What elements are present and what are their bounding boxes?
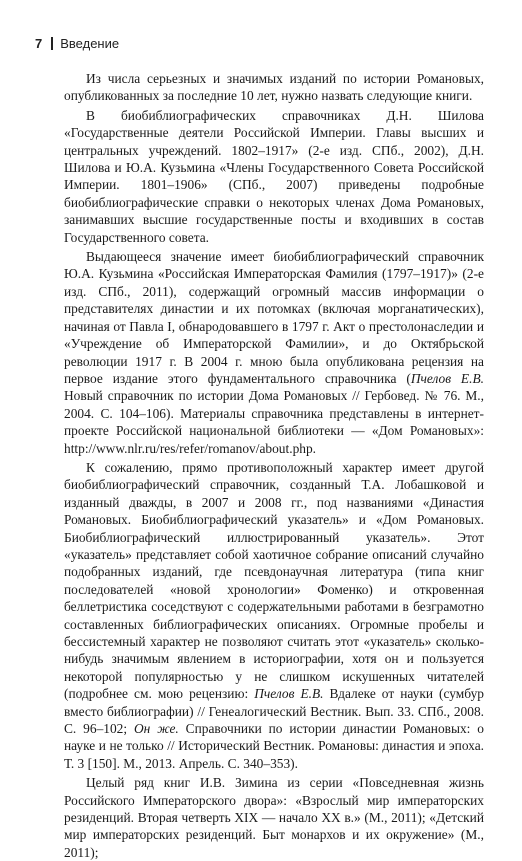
paragraph-3-text-b: Новый справочник по истории Дома Романовых // Гербовед. № 76. М., 2004. С. 104–106). Материалы справочника представлены в интернет-проекте Российской национальной библиотеки — «Дом Романовых»: http://www.nlr.ru/res/refer/romanov/about.php.	[64, 388, 484, 456]
header-divider	[51, 37, 53, 50]
paragraph-5	[64, 774, 484, 861]
paragraph-4	[64, 459, 484, 772]
paragraph-5-text: Целый ряд книг И.В. Зимина из серии «Повседневная жизнь Российского Императорского двора»: «Взрослый мир императорских резиденций. Вторая четверть XIX — начало XX в.» (М., 2011); «Детский мир императорских резиденций. Быт монархов и их окружение» (М., 2011);	[64, 775, 484, 860]
paragraph-3	[64, 248, 484, 457]
paragraph-2	[64, 107, 484, 246]
paragraph-4-text-c: Справочники по истории династии Романовых: о науке и не только // Исторический Вестник. Романовы: династия и эпоха. Т. 3 [150]. М., 2013. Апрель. С. 340–353).	[64, 721, 485, 771]
paragraph-1	[64, 70, 484, 105]
paragraph-4-author-italic: Пчелов Е.В.	[254, 686, 324, 702]
paragraph-4-text-b: Вдалеке от науки (сумбур вместо библиографии) // Генеалогический Вестник. Вып. 33. СПб., 2008. С. 96–102;	[64, 686, 484, 737]
paragraph-1-text: Из числа серьезных и значимых изданий по истории Романовых, опубликованных за последние 10 лет, нужно назвать следующие книги.	[64, 71, 484, 104]
paragraph-2-text: В биобиблиографических справочниках Д.Н. Шилова «Государственные деятели Российской Империи. Главы высших и центральных учреждений. 1802–1917» (2-е изд. СПб., 2002), Д.Н. Шилова и Ю.А. Кузьмина «Члены Государственного Совета Российской Империи. 1801–1906» (СПб., 2007) приведены подробные биобиблиографические справки о некоторых членах Дома Романовых, занимавших высшие государственные посты и входивших в состав Государственного совета.	[64, 107, 484, 245]
page-number: 7	[35, 36, 43, 51]
running-head	[35, 36, 119, 51]
section-title: Введение	[60, 36, 120, 51]
paragraph-3-text-a: Выдающееся значение имеет биобиблиографический справочник Ю.А. Кузьмина «Российская Императорская Фамилия (1797–1917)» (2-е изд. СПб., 2011), содержащий огромный массив информации о представителях династии и их потомках (включая морганатических), начиная от Павла I, обнародовавшего в 1797 г. Акт о престолонаследии и «Учреждение об Императорской Фамилии», и до Октябрьской революции 1917 г. В 2004 г. мною была опубликована рецензия на первое издание этого фундаментального справочника (	[64, 249, 484, 386]
paragraph-4-text-a: К сожалению, прямо противоположный характер имеет другой биобиблиографический справочник, созданный Т.А. Лобашковой и изданный дважды, в 2007 и 2008 гг., под названиями «Династия Романовых. Биобиблиографический указатель» и «Дом Романовых. Биобиблиографический иллюстрированный указатель». Этот «указатель» представляет собой хаотичное собрание описаний случайно подобранных изданий, где псевдонаучная литература (типа книг последователей «новой хронологии» Фоменко) и откровенная беллетристика соседствуют с содержательными работами в безграмотно составленных библиографических описаниях. Огромные пробелы и бессистемный характер не позволяют считать этот «указатель» сколько-нибудь значимым явлением в историографии, хотя он и пользуется некоторой популярностью у не слишком искушенных читателей (подробнее см. мою рецензию:	[64, 459, 484, 702]
paragraph-4-ibid-italic: Он же.	[133, 721, 179, 737]
body-text	[64, 70, 484, 861]
paragraph-3-author-italic: Пчелов Е.В.	[410, 370, 484, 386]
